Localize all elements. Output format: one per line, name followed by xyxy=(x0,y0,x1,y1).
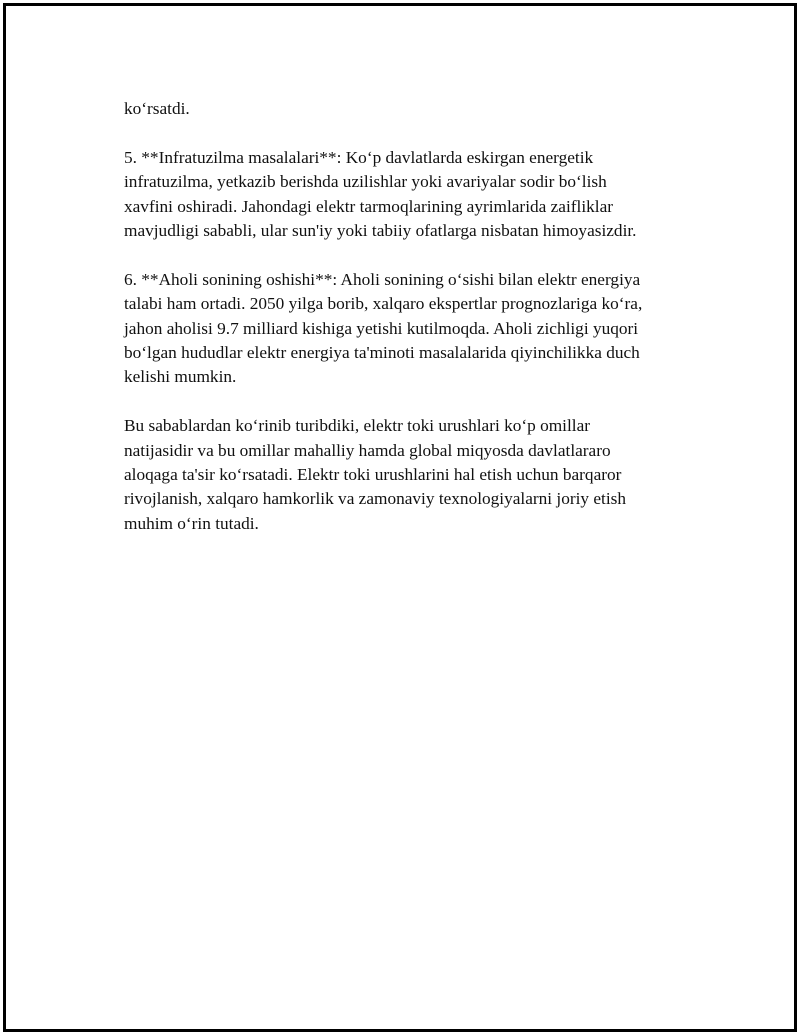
paragraph-population: 6. **Aholi sonining oshishi**: Aholi sonining o‘sishi bilan elektr energiya talabi ham ortadi. 2050 yilga borib, xalqaro ekspertlar prognozlariga ko‘ra, jahon aholisi 9.7 milliard kishiga yetishi kutilmoqda. Aholi zichligi yuqori bo‘lgan hududlar elektr energiya ta'minoti masalalarida qiyinchilikka duch kelishi mumkin. xyxy=(124,269,643,387)
paragraph-infrastructure: 5. **Infratuzilma masalalari**: Ko‘p davlatlarda eskirgan energetik infratuzilma, yetkazib berishda uzilishlar yoki avariyalar sodir bo‘lish xavfini oshiradi. Jahondagi elektr tarmoqlarining ayrimlarida zaifliklar mavjudligi sababli, ular sun'iy yoki tabiiy ofatlarga nisbatan himoyasizdir. xyxy=(124,147,637,241)
paragraph-continuation: ko‘rsatdi. xyxy=(124,99,190,118)
paragraph-conclusion: Bu sabablardan ko‘rinib turibdiki, elektr toki urushlari ko‘p omillar natijasidir va bu omillar mahalliy hamda global miqyosda davlatlararo aloqaga ta'sir ko‘rsatadi. Elektr toki urushlarini hal etish uchun barqaror rivojlanish, xalqaro hamkorlik va zamonaviy texnologiyalarni joriy etish muhim o‘rin tutadi. xyxy=(124,416,626,533)
document-body xyxy=(124,97,694,561)
page-frame xyxy=(3,3,797,1032)
